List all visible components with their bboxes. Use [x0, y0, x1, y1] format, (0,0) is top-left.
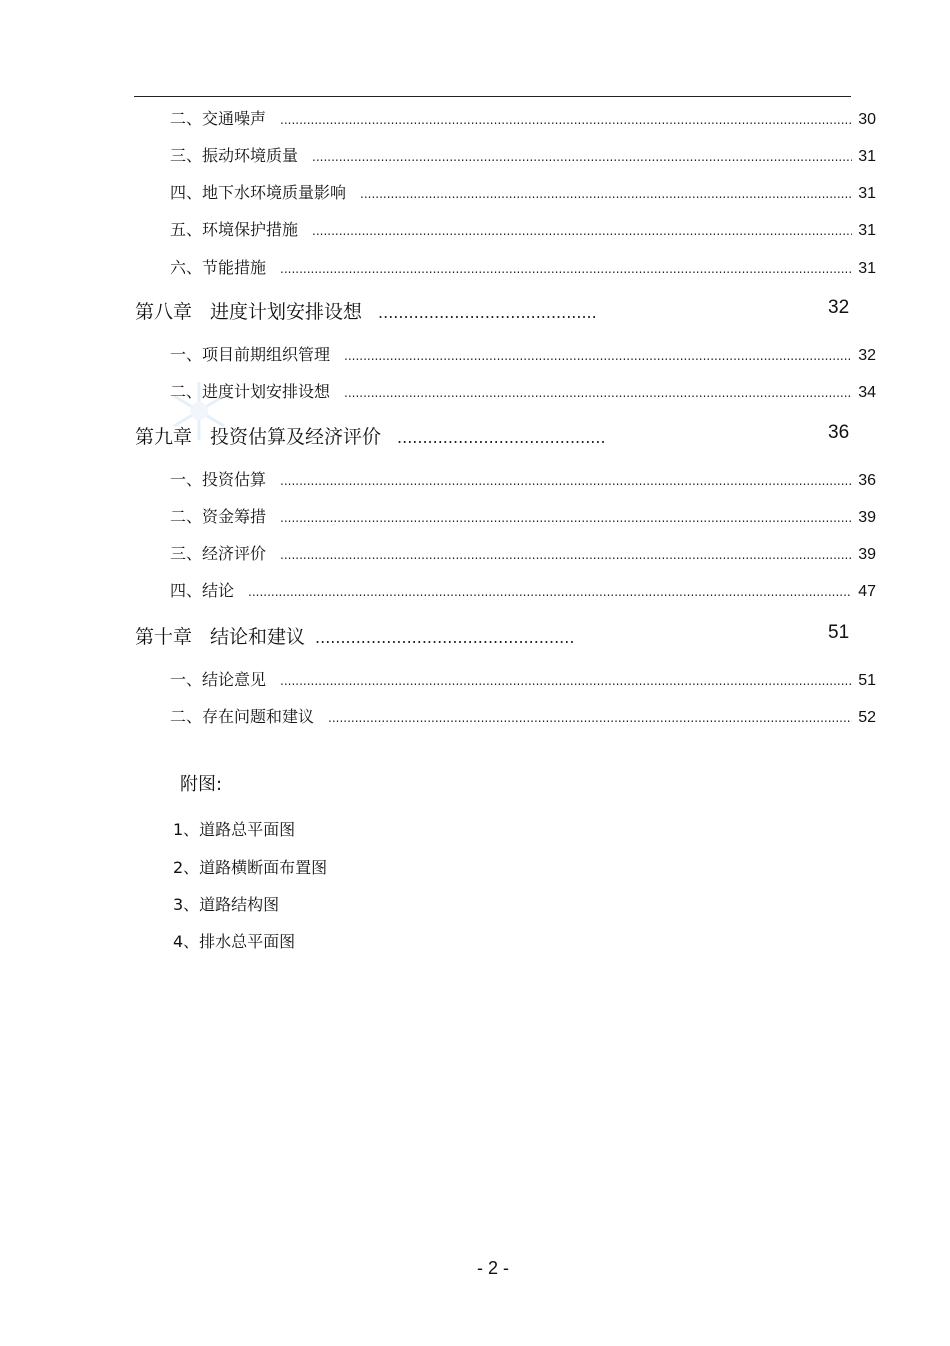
toc-entry-page: 31 — [858, 222, 876, 239]
toc-entry-title: 六、节能措施 — [170, 258, 267, 277]
toc-entry[interactable] — [170, 704, 876, 727]
toc-entry-title: 二、交通噪声 — [170, 109, 267, 128]
chapter-title: 结论和建议 — [210, 626, 306, 648]
chapter-page: 32 — [828, 297, 850, 318]
toc-entry-title: 一、项目前期组织管理 — [170, 345, 331, 364]
appendix-item: 4、排水总平面图 — [173, 932, 296, 951]
toc-entry-page: 52 — [858, 709, 876, 726]
toc-entry[interactable] — [170, 255, 876, 278]
leader-dots — [280, 113, 852, 127]
chapter-number: 第十章 — [135, 626, 193, 648]
toc-entry[interactable] — [170, 541, 876, 564]
leader-dots — [280, 262, 852, 276]
leader-dots — [280, 474, 852, 488]
toc-entry-title: 二、进度计划安排设想 — [170, 382, 331, 401]
header-rule — [134, 96, 851, 97]
toc-entry[interactable] — [170, 106, 876, 129]
toc-entry-page: 30 — [858, 111, 876, 128]
toc-entry[interactable] — [170, 180, 876, 203]
toc-entry-title: 五、环境保护措施 — [170, 220, 299, 239]
toc-entry[interactable] — [170, 379, 876, 402]
toc-entry[interactable] — [170, 504, 876, 527]
toc-entry[interactable] — [170, 467, 876, 490]
toc-entry-page: 31 — [858, 148, 876, 165]
toc-entry-page: 39 — [858, 546, 876, 563]
leader-dots — [280, 511, 852, 525]
toc-entry-title: 二、资金筹措 — [170, 507, 267, 526]
toc-entry-page: 34 — [858, 384, 876, 401]
toc-entry-page: 32 — [858, 347, 876, 364]
toc-entry-title: 四、地下水环境质量影响 — [170, 183, 347, 202]
leader-dots — [248, 585, 852, 599]
leader-dots — [397, 428, 607, 447]
toc-entry-page: 36 — [858, 472, 876, 489]
leader-dots — [312, 150, 852, 164]
toc-chapter-entry[interactable] — [135, 622, 875, 649]
leader-dots — [280, 548, 852, 562]
toc-entry[interactable] — [170, 217, 876, 240]
appendix-title: 附图: — [180, 774, 223, 795]
toc-chapter-entry[interactable] — [135, 297, 875, 324]
chapter-page: 36 — [828, 422, 850, 443]
appendix-item: 3、道路结构图 — [173, 895, 280, 914]
toc-entry-title: 三、振动环境质量 — [170, 146, 299, 165]
toc-entry-page: 47 — [858, 583, 876, 600]
toc-entry-title: 一、结论意见 — [170, 670, 267, 689]
toc-entry-page: 39 — [858, 509, 876, 526]
toc-entry-title: 一、投资估算 — [170, 470, 267, 489]
leader-dots — [360, 187, 852, 201]
page-number: - 2 - — [476, 1258, 509, 1278]
toc-entry-title: 三、经济评价 — [170, 544, 267, 563]
toc-entry-title: 四、结论 — [170, 581, 235, 600]
chapter-title: 进度计划安排设想 — [210, 301, 363, 323]
chapter-number: 第八章 — [135, 301, 193, 323]
leader-dots — [378, 303, 598, 322]
leader-dots — [344, 349, 852, 363]
toc-entry-page: 31 — [858, 260, 876, 277]
chapter-number: 第九章 — [135, 426, 193, 448]
leader-dots — [328, 711, 852, 725]
chapter-page: 51 — [828, 622, 850, 643]
leader-dots — [280, 674, 852, 688]
toc-entry-page: 31 — [858, 185, 876, 202]
chapter-title: 投资估算及经济评价 — [210, 426, 382, 448]
toc-entry[interactable] — [170, 578, 876, 601]
leader-dots — [315, 628, 575, 647]
toc-entry[interactable] — [170, 667, 876, 690]
toc-entry-title: 二、存在问题和建议 — [170, 707, 315, 726]
toc-chapter-entry[interactable] — [135, 422, 875, 449]
leader-dots — [344, 386, 852, 400]
appendix-item: 2、道路横断面布置图 — [173, 858, 328, 877]
leader-dots — [312, 224, 852, 238]
toc-entry-page: 51 — [858, 672, 876, 689]
toc-entry[interactable] — [170, 143, 876, 166]
appendix-item: 1、道路总平面图 — [173, 820, 296, 839]
toc-entry[interactable] — [170, 342, 876, 365]
